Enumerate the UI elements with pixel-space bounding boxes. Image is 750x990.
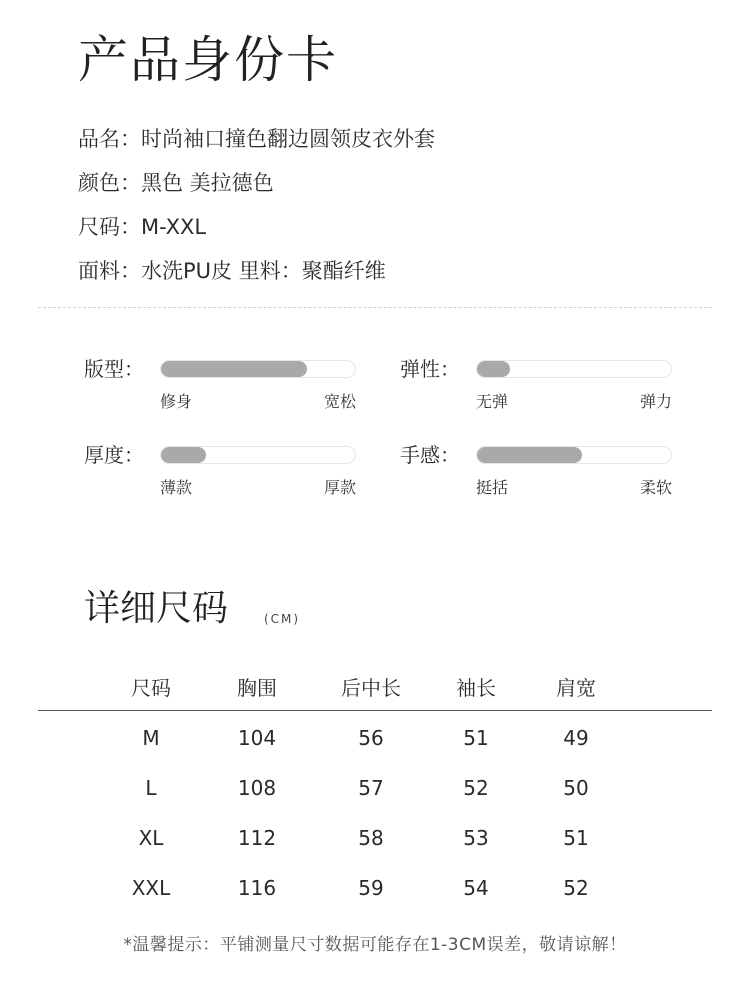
table-header-cell: 肩宽 <box>556 676 596 700</box>
attribute-label: 厚度： <box>84 443 144 467</box>
attribute-low-label: 无弹 <box>476 392 509 411</box>
table-cell: 54 <box>463 876 489 900</box>
table-row <box>0 773 750 803</box>
table-cell: 56 <box>358 726 384 750</box>
table-header-cell: 胸围 <box>237 676 277 700</box>
attribute-label: 弹性： <box>400 357 460 381</box>
attribute-meter-fill <box>477 447 582 463</box>
table-cell: 53 <box>463 826 489 850</box>
product-fabric: 面料：水洗PU皮 里料：聚酯纤维 <box>78 259 386 283</box>
table-header-divider <box>38 710 712 711</box>
table-cell: L <box>145 776 157 800</box>
table-cell: 112 <box>237 826 277 850</box>
attribute-meter <box>160 446 356 464</box>
attribute-low-label: 修身 <box>160 392 193 411</box>
table-cell: 50 <box>563 776 589 800</box>
table-cell: M <box>142 726 160 750</box>
attribute-label: 手感： <box>400 443 460 467</box>
table-row <box>0 823 750 853</box>
table-cell: 108 <box>237 776 277 800</box>
attribute-meter-fill <box>161 447 206 463</box>
table-cell: 58 <box>358 826 384 850</box>
table-cell: 51 <box>463 726 489 750</box>
measurement-note: *温馨提示：平铺测量尺寸数据可能存在1-3CM误差，敬请谅解！ <box>123 935 627 955</box>
table-cell: XL <box>138 826 164 850</box>
attribute-meter-fill <box>477 361 510 377</box>
attribute-low-label: 薄款 <box>160 478 193 497</box>
section-divider <box>38 307 712 308</box>
attribute-meter <box>160 360 356 378</box>
attribute-label: 版型： <box>84 357 144 381</box>
product-size-range: 尺码：M-XXL <box>78 215 207 239</box>
table-header-cell: 后中长 <box>341 676 401 700</box>
table-cell: 59 <box>358 876 384 900</box>
product-name: 品名：时尚袖口撞色翻边圆领皮衣外套 <box>78 127 435 151</box>
attribute-low-label: 挺括 <box>476 478 509 497</box>
product-info-list <box>78 124 435 300</box>
size-section-title: 详细尺码 <box>84 588 229 629</box>
table-cell: 104 <box>237 726 277 750</box>
attribute-high-label: 弹力 <box>639 392 672 411</box>
table-row <box>0 723 750 753</box>
attribute-meter-fill <box>161 361 307 377</box>
attribute-meter <box>476 360 672 378</box>
table-header-cell: 袖长 <box>456 676 496 700</box>
table-cell: 52 <box>563 876 589 900</box>
table-cell: 51 <box>563 826 589 850</box>
table-cell: 49 <box>563 726 589 750</box>
attribute-high-label: 柔软 <box>639 478 672 497</box>
table-row <box>0 873 750 903</box>
table-cell: 116 <box>237 876 277 900</box>
attribute-high-label: 厚款 <box>323 478 356 497</box>
table-cell: 52 <box>463 776 489 800</box>
table-header-cell: 尺码 <box>131 676 171 700</box>
attribute-meter <box>476 446 672 464</box>
table-cell: 57 <box>358 776 384 800</box>
size-table-header <box>0 673 750 703</box>
table-cell: XXL <box>131 876 171 900</box>
product-color: 颜色：黑色 美拉德色 <box>78 171 274 195</box>
page-title: 产品身份卡 <box>78 31 338 89</box>
size-unit: (CM) <box>264 612 301 626</box>
attribute-high-label: 宽松 <box>323 392 356 411</box>
